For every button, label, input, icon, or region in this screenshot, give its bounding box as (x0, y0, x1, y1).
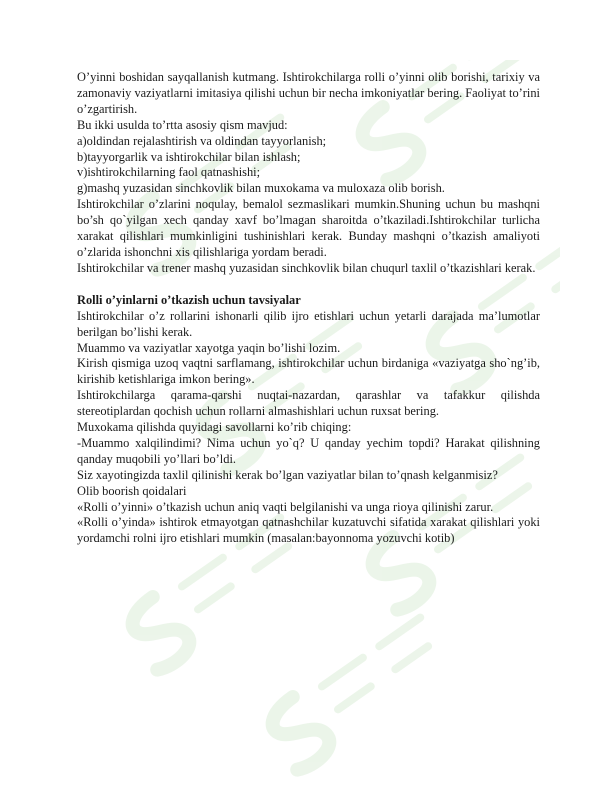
paragraph: Muammo va vaziyatlar xayotga yaqin bo’lishi lozim. (77, 340, 341, 355)
paragraph: Ishtirokchilarga qarama-qarshi nuqtai-nazardan, qarashlar va tafakkur qilishda stereotiplardan qochish uchun rollarni almashishlari uchun ruxsat bering. (77, 388, 540, 419)
paragraph: «Rolli o’yinda» ishtirok etmayotgan qatnashchilar kuzatuvchi sifatida xarakat qilishlari yoki yordamchi rolni ijro etishlari mumkin (masalan:bayonnoma yozuvchi kotib) (77, 515, 540, 546)
paragraph: O’yinni boshidan sayqallanish kutmang. Ishtirokchilarga rolli o’yinni olib borishi, tarixiy va zamonaviy vaziyatlarni imitasiya qilishi uchun bir necha imkoniyatlar bering. Faoliyat to’rini o’zgartirish. (77, 70, 540, 116)
document-page (77, 70, 540, 547)
paragraph: v)ishtirokchilarning faol qatnashishi; (77, 165, 261, 180)
paragraph: -Muammo xalqilindimi? Nima uchun yo`q? U qanday yechim topdi? Harakat qilishning qanday muqobili yo’llari bo’ldi. (77, 435, 540, 466)
paragraph: Bu ikki usulda to’rtta asosiy qism mavjud: (77, 117, 288, 132)
paragraph-gap (77, 277, 540, 293)
paragraph: Ishtirokchilar o’zlarini noqulay, bemalol sezmaslikari mumkin.Shuning uchun bu mashqni bo’sh qo`yilgan xech qanday xavf bo’lmagan sharoitda o’tkaziladi.Ishtirokchilar turlicha xarakat qilishlari mumkinligini tushinishlari kerak. Bunday mashqni o’tkazish amaliyoti o’zlarida ishonchni xis qilishlariga yordam beradi. (77, 197, 540, 259)
section-heading: Rolli o’yinlarni o’tkazish uchun tavsiyalar (77, 292, 301, 307)
paragraph: Siz xayotingizda taxlil qilinishi kerak bo’lgan vaziyatlar bilan to’qnash kelganmisiz? (77, 467, 498, 482)
paragraph: Ishtirokchilar va trener mashq yuzasidan sinchkovlik bilan chuqurl taxlil o’tkazishlari kerak. (77, 260, 536, 275)
paragraph: Olib boorish qoidalari (77, 483, 187, 498)
paragraph: a)oldindan rejalashtirish va oldindan tayyorlanish; (77, 133, 327, 148)
paragraph: b)tayyorgarlik va ishtirokchilar bilan ishlash; (77, 149, 301, 164)
paragraph: g)mashq yuzasidan sinchkovlik bilan muxokama va muloxaza olib borish. (77, 181, 445, 196)
paragraph: Muxokama qilishda quyidagi savollarni ko’rib chiqing: (77, 420, 352, 435)
paragraph: Ishtirokchilar o’z rollarini ishonarli qilib ijro etishlari uchun yetarli darajada ma’lumotlar berilgan bo’lishi kerak. (77, 308, 540, 339)
paragraph: Kirish qismiga uzoq vaqtni sarflamang, ishtirokchilar uchun birdaniga «vaziyatga sho`ng’ib, kirishib ketishlariga imkon bering». (77, 356, 540, 387)
paragraph: «Rolli o’yinni» o’tkazish uchun aniq vaqti belgilanishi va unga rioya qilinishi zarur. (77, 499, 494, 514)
